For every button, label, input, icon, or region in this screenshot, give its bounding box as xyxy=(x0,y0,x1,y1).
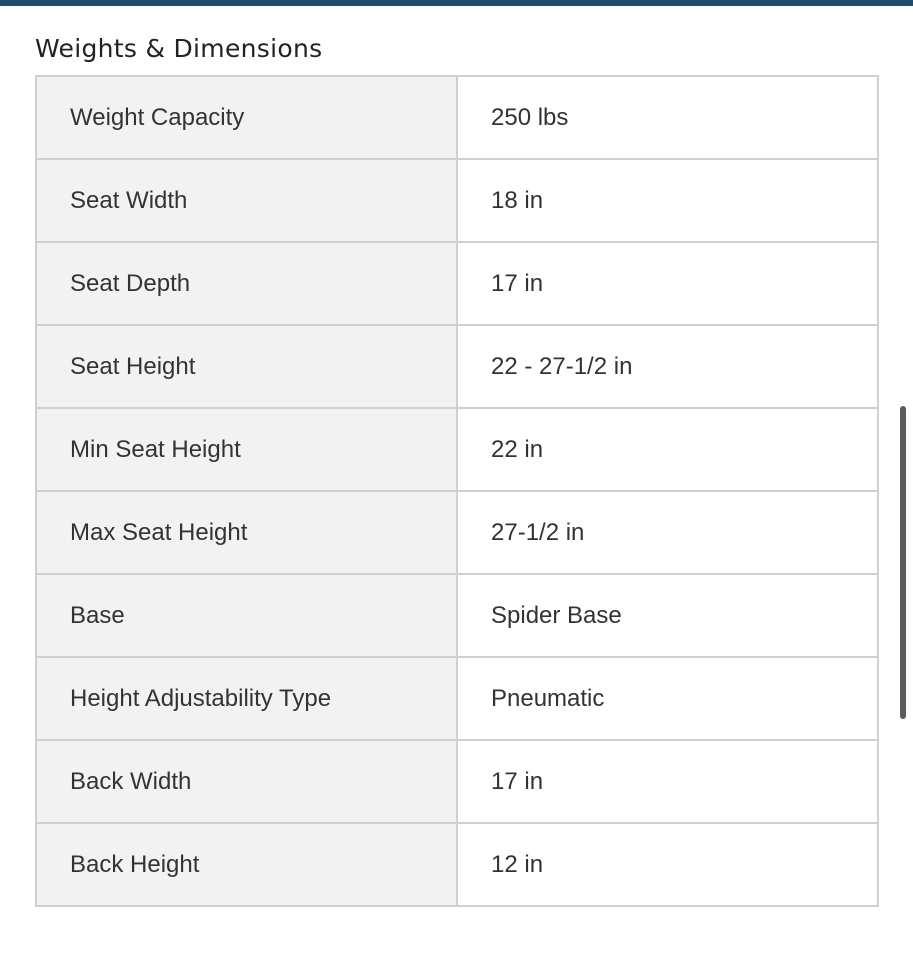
spec-value: 12 in xyxy=(457,823,878,906)
table-row xyxy=(36,740,878,823)
spec-value: 22 in xyxy=(457,408,878,491)
spec-value: 27-1/2 in xyxy=(457,491,878,574)
specs-table xyxy=(35,75,879,907)
spec-label: Height Adjustability Type xyxy=(36,657,457,740)
table-row xyxy=(36,574,878,657)
spec-label: Seat Height xyxy=(36,325,457,408)
spec-label: Seat Width xyxy=(36,159,457,242)
spec-value: 17 in xyxy=(457,740,878,823)
section-title: Weights & Dimensions xyxy=(35,34,323,63)
table-row xyxy=(36,159,878,242)
table-row xyxy=(36,76,878,159)
spec-value: 22 - 27-1/2 in xyxy=(457,325,878,408)
spec-label: Weight Capacity xyxy=(36,76,457,159)
spec-label: Back Width xyxy=(36,740,457,823)
top-accent-bar xyxy=(0,0,913,6)
spec-value: 18 in xyxy=(457,159,878,242)
table-row xyxy=(36,325,878,408)
table-row xyxy=(36,657,878,740)
scrollbar-thumb[interactable] xyxy=(900,406,906,719)
spec-label: Max Seat Height xyxy=(36,491,457,574)
spec-label: Min Seat Height xyxy=(36,408,457,491)
spec-value: Pneumatic xyxy=(457,657,878,740)
spec-value: 250 lbs xyxy=(457,76,878,159)
spec-label: Back Height xyxy=(36,823,457,906)
spec-value: Spider Base xyxy=(457,574,878,657)
spec-label: Base xyxy=(36,574,457,657)
table-row xyxy=(36,242,878,325)
table-row xyxy=(36,823,878,906)
table-row xyxy=(36,491,878,574)
table-row xyxy=(36,408,878,491)
spec-value: 17 in xyxy=(457,242,878,325)
spec-label: Seat Depth xyxy=(36,242,457,325)
